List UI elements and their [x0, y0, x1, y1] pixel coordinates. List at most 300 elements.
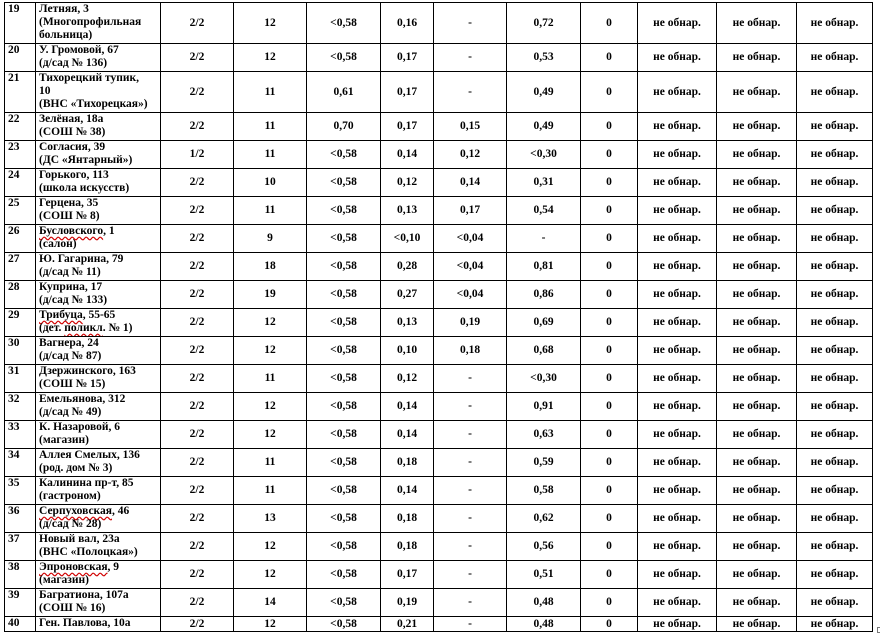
address-cell: [36, 449, 161, 477]
result-2-cell: не обнар.: [717, 337, 797, 365]
result-2-cell: не обнар.: [717, 113, 797, 141]
zero-value-cell: 0: [581, 561, 638, 589]
ratio-cell: 2/2: [161, 281, 234, 309]
result-3-cell: не обнар.: [797, 44, 873, 72]
table-row: [5, 393, 873, 421]
result-3-cell: не обнар.: [797, 72, 873, 113]
result-3-cell: не обнар.: [797, 561, 873, 589]
value-c-cell: <0,04: [434, 281, 507, 309]
count-cell: 11: [234, 449, 307, 477]
value-a-cell: <0,58: [307, 477, 381, 505]
address-line: Летняя, 3: [39, 3, 89, 15]
result-3-cell: не обнар.: [797, 169, 873, 197]
table-row: [5, 309, 873, 337]
zero-value-cell: 0: [581, 44, 638, 72]
table-row: [5, 281, 873, 309]
count-cell: 11: [234, 477, 307, 505]
value-a-cell: <0,58: [307, 505, 381, 533]
value-b-cell: 0,14: [381, 421, 434, 449]
value-c-cell: 0,17: [434, 197, 507, 225]
address-cell: [36, 477, 161, 505]
table-row: [5, 533, 873, 561]
value-a-cell: <0,58: [307, 309, 381, 337]
value-a-cell: <0,58: [307, 337, 381, 365]
count-cell: 11: [234, 113, 307, 141]
value-b-cell: <0,10: [381, 225, 434, 253]
address-line: Калинина пр-т, 85: [39, 477, 134, 489]
row-number: 33: [5, 421, 36, 449]
result-3-cell: не обнар.: [797, 477, 873, 505]
ratio-cell: 2/2: [161, 44, 234, 72]
value-c-cell: -: [434, 365, 507, 393]
result-3-cell: не обнар.: [797, 113, 873, 141]
table-row: [5, 505, 873, 533]
value-d-cell: <0,30: [507, 141, 581, 169]
value-d-cell: 0,91: [507, 393, 581, 421]
ratio-cell: 2/2: [161, 393, 234, 421]
address-cell: [36, 141, 161, 169]
value-d-cell: 0,62: [507, 505, 581, 533]
zero-value-cell: 0: [581, 477, 638, 505]
value-a-cell: <0,58: [307, 449, 381, 477]
result-2-cell: не обнар.: [717, 309, 797, 337]
row-number: 24: [5, 169, 36, 197]
value-d-cell: 0,49: [507, 113, 581, 141]
result-3-cell: не обнар.: [797, 505, 873, 533]
result-1-cell: не обнар.: [638, 421, 717, 449]
result-1-cell: не обнар.: [638, 225, 717, 253]
address-cell: [36, 169, 161, 197]
value-c-cell: 0,18: [434, 337, 507, 365]
row-number: 26: [5, 225, 36, 253]
zero-value-cell: 0: [581, 141, 638, 169]
value-b-cell: 0,14: [381, 477, 434, 505]
zero-value-cell: 0: [581, 365, 638, 393]
value-a-cell: <0,58: [307, 589, 381, 617]
result-3-cell: не обнар.: [797, 3, 873, 44]
result-2-cell: не обнар.: [717, 449, 797, 477]
result-2-cell: не обнар.: [717, 505, 797, 533]
result-3-cell: не обнар.: [797, 365, 873, 393]
result-3-cell: не обнар.: [797, 393, 873, 421]
ratio-cell: 2/2: [161, 337, 234, 365]
zero-value-cell: 0: [581, 3, 638, 44]
count-cell: 14: [234, 589, 307, 617]
result-1-cell: не обнар.: [638, 533, 717, 561]
result-1-cell: не обнар.: [638, 309, 717, 337]
address-line: (гастроном): [39, 490, 101, 502]
value-c-cell: -: [434, 533, 507, 561]
result-2-cell: не обнар.: [717, 617, 797, 632]
address-line: Емельянова, 312: [39, 393, 126, 405]
address-line: Ген. Павлова, 10а: [39, 617, 131, 629]
address-cell: [36, 561, 161, 589]
value-a-cell: <0,58: [307, 281, 381, 309]
result-1-cell: не обнар.: [638, 477, 717, 505]
row-number: 20: [5, 44, 36, 72]
result-1-cell: не обнар.: [638, 505, 717, 533]
address-line: Зелёная, 18а: [39, 113, 104, 125]
result-3-cell: не обнар.: [797, 253, 873, 281]
address-cell: [36, 589, 161, 617]
value-b-cell: 0,21: [381, 617, 434, 632]
address-cell: [36, 3, 161, 44]
value-c-cell: -: [434, 44, 507, 72]
value-c-cell: <0,04: [434, 225, 507, 253]
value-b-cell: 0,28: [381, 253, 434, 281]
address-line: больница): [39, 29, 93, 41]
zero-value-cell: 0: [581, 505, 638, 533]
count-cell: 12: [234, 533, 307, 561]
document-page: [4, 2, 873, 632]
value-a-cell: 0,70: [307, 113, 381, 141]
value-d-cell: <0,30: [507, 365, 581, 393]
count-cell: 11: [234, 365, 307, 393]
value-a-cell: <0,58: [307, 365, 381, 393]
value-c-cell: -: [434, 3, 507, 44]
value-b-cell: 0,13: [381, 309, 434, 337]
address-cell: [36, 337, 161, 365]
address-line: (СОШ № 15): [39, 378, 106, 390]
ratio-cell: 2/2: [161, 505, 234, 533]
result-2-cell: не обнар.: [717, 169, 797, 197]
value-a-cell: <0,58: [307, 253, 381, 281]
zero-value-cell: 0: [581, 309, 638, 337]
address-line: (д/сад № 11): [39, 266, 101, 278]
zero-value-cell: 0: [581, 449, 638, 477]
table-row: [5, 561, 873, 589]
address-cell: [36, 197, 161, 225]
row-number: 25: [5, 197, 36, 225]
address-line: (ДС «Янтарный»): [39, 154, 133, 166]
address-line: (СОШ № 16): [39, 602, 106, 614]
result-1-cell: не обнар.: [638, 197, 717, 225]
value-d-cell: 0,58: [507, 477, 581, 505]
address-cell: [36, 253, 161, 281]
address-line: (род. дом № 3): [39, 462, 113, 474]
measurement-table: [4, 2, 873, 632]
result-1-cell: не обнар.: [638, 72, 717, 113]
value-b-cell: 0,17: [381, 561, 434, 589]
result-3-cell: не обнар.: [797, 449, 873, 477]
value-b-cell: 0,12: [381, 365, 434, 393]
count-cell: 9: [234, 225, 307, 253]
address-cell: [36, 533, 161, 561]
result-1-cell: не обнар.: [638, 589, 717, 617]
address-line: (дет. поликл. № 1): [39, 322, 133, 334]
result-2-cell: не обнар.: [717, 533, 797, 561]
value-d-cell: 0,31: [507, 169, 581, 197]
address-line: (д/сад № 49): [39, 406, 102, 418]
value-b-cell: 0,18: [381, 533, 434, 561]
zero-value-cell: 0: [581, 169, 638, 197]
result-3-cell: не обнар.: [797, 309, 873, 337]
row-number: 21: [5, 72, 36, 113]
address-line: Багратиона, 107а: [39, 589, 129, 601]
ratio-cell: 2/2: [161, 169, 234, 197]
ratio-cell: 2/2: [161, 617, 234, 632]
result-2-cell: не обнар.: [717, 44, 797, 72]
table-row: [5, 421, 873, 449]
address-cell: [36, 365, 161, 393]
result-3-cell: не обнар.: [797, 225, 873, 253]
count-cell: 12: [234, 561, 307, 589]
address-line: (СОШ № 8): [39, 210, 100, 222]
result-1-cell: не обнар.: [638, 337, 717, 365]
ratio-cell: 2/2: [161, 197, 234, 225]
address-line: Вагнера, 24: [39, 337, 99, 349]
row-number: 32: [5, 393, 36, 421]
result-2-cell: не обнар.: [717, 365, 797, 393]
address-line: (д/сад № 87): [39, 350, 102, 362]
ratio-cell: 1/2: [161, 141, 234, 169]
result-3-cell: не обнар.: [797, 141, 873, 169]
table-row: [5, 589, 873, 617]
value-a-cell: <0,58: [307, 141, 381, 169]
row-number: 27: [5, 253, 36, 281]
ratio-cell: 2/2: [161, 561, 234, 589]
value-b-cell: 0,14: [381, 141, 434, 169]
address-line: (д/сад № 133): [39, 294, 108, 306]
result-2-cell: не обнар.: [717, 281, 797, 309]
address-line: Дзержинского, 163: [39, 365, 136, 377]
address-line: Эпроновская, 9: [39, 561, 120, 573]
address-cell: [36, 72, 161, 113]
address-line: Новый вал, 23а: [39, 533, 120, 545]
count-cell: 11: [234, 141, 307, 169]
table-row: [5, 72, 873, 113]
value-a-cell: <0,58: [307, 421, 381, 449]
result-1-cell: не обнар.: [638, 169, 717, 197]
result-2-cell: не обнар.: [717, 561, 797, 589]
address-line: (СОШ № 38): [39, 126, 106, 138]
address-cell: [36, 617, 161, 632]
table-row: [5, 169, 873, 197]
value-c-cell: 0,15: [434, 113, 507, 141]
address-line: К. Назаровой, 6: [39, 421, 121, 433]
result-3-cell: не обнар.: [797, 421, 873, 449]
count-cell: 11: [234, 197, 307, 225]
result-2-cell: не обнар.: [717, 421, 797, 449]
ratio-cell: 2/2: [161, 3, 234, 44]
table-row: [5, 253, 873, 281]
result-1-cell: не обнар.: [638, 393, 717, 421]
zero-value-cell: 0: [581, 281, 638, 309]
value-a-cell: <0,58: [307, 197, 381, 225]
ratio-cell: 2/2: [161, 589, 234, 617]
result-1-cell: не обнар.: [638, 561, 717, 589]
ratio-cell: 2/2: [161, 309, 234, 337]
value-b-cell: 0,17: [381, 113, 434, 141]
value-d-cell: 0,53: [507, 44, 581, 72]
zero-value-cell: 0: [581, 197, 638, 225]
value-a-cell: 0,61: [307, 72, 381, 113]
result-2-cell: не обнар.: [717, 3, 797, 44]
value-d-cell: 0,86: [507, 281, 581, 309]
value-b-cell: 0,19: [381, 589, 434, 617]
address-line: (салон): [39, 238, 77, 250]
value-b-cell: 0,17: [381, 44, 434, 72]
count-cell: 11: [234, 72, 307, 113]
value-d-cell: 0,49: [507, 72, 581, 113]
value-b-cell: 0,18: [381, 449, 434, 477]
row-number: 30: [5, 337, 36, 365]
address-line: Бусловского, 1: [39, 225, 115, 237]
value-a-cell: <0,58: [307, 533, 381, 561]
value-a-cell: <0,58: [307, 617, 381, 632]
result-1-cell: не обнар.: [638, 44, 717, 72]
zero-value-cell: 0: [581, 393, 638, 421]
result-3-cell: не обнар.: [797, 197, 873, 225]
address-line: (магазин): [39, 574, 90, 586]
address-line: (д/сад № 136): [39, 57, 108, 69]
zero-value-cell: 0: [581, 72, 638, 113]
row-number: 35: [5, 477, 36, 505]
value-c-cell: <0,04: [434, 253, 507, 281]
result-2-cell: не обнар.: [717, 225, 797, 253]
count-cell: 12: [234, 421, 307, 449]
table-row: [5, 44, 873, 72]
count-cell: 18: [234, 253, 307, 281]
value-b-cell: 0,13: [381, 197, 434, 225]
value-d-cell: 0,51: [507, 561, 581, 589]
value-c-cell: 0,19: [434, 309, 507, 337]
value-c-cell: -: [434, 449, 507, 477]
value-d-cell: 0,54: [507, 197, 581, 225]
ratio-cell: 2/2: [161, 449, 234, 477]
row-number: 34: [5, 449, 36, 477]
result-2-cell: не обнар.: [717, 141, 797, 169]
value-b-cell: 0,14: [381, 393, 434, 421]
zero-value-cell: 0: [581, 337, 638, 365]
zero-value-cell: 0: [581, 617, 638, 632]
address-line: Ю. Гагарина, 79: [39, 253, 124, 265]
value-c-cell: -: [434, 477, 507, 505]
table-row: [5, 617, 873, 632]
address-line: У. Громовой, 67: [39, 44, 119, 56]
count-cell: 12: [234, 337, 307, 365]
address-cell: [36, 393, 161, 421]
address-line: Аллея Смелых, 136: [39, 449, 140, 461]
result-1-cell: не обнар.: [638, 141, 717, 169]
value-b-cell: 0,18: [381, 505, 434, 533]
value-d-cell: 0,68: [507, 337, 581, 365]
row-number: 40: [5, 617, 36, 632]
row-number: 29: [5, 309, 36, 337]
zero-value-cell: 0: [581, 225, 638, 253]
value-b-cell: 0,17: [381, 72, 434, 113]
value-c-cell: -: [434, 421, 507, 449]
value-c-cell: -: [434, 589, 507, 617]
address-line: (ВНС «Тихорецкая»): [39, 98, 148, 110]
result-2-cell: не обнар.: [717, 72, 797, 113]
row-number: 37: [5, 533, 36, 561]
value-a-cell: <0,58: [307, 3, 381, 44]
value-c-cell: 0,14: [434, 169, 507, 197]
result-2-cell: не обнар.: [717, 197, 797, 225]
count-cell: 12: [234, 309, 307, 337]
ratio-cell: 2/2: [161, 365, 234, 393]
address-line: (д/сад № 28): [39, 518, 102, 530]
result-1-cell: не обнар.: [638, 113, 717, 141]
zero-value-cell: 0: [581, 421, 638, 449]
ratio-cell: 2/2: [161, 477, 234, 505]
row-number: 31: [5, 365, 36, 393]
value-d-cell: 0,69: [507, 309, 581, 337]
result-3-cell: не обнар.: [797, 281, 873, 309]
result-1-cell: не обнар.: [638, 3, 717, 44]
ratio-cell: 2/2: [161, 533, 234, 561]
value-a-cell: <0,58: [307, 225, 381, 253]
row-number: 19: [5, 3, 36, 44]
count-cell: 12: [234, 393, 307, 421]
row-number: 28: [5, 281, 36, 309]
address-line: Серпуховская, 46: [39, 505, 130, 517]
count-cell: 12: [234, 3, 307, 44]
table-row: [5, 225, 873, 253]
result-2-cell: не обнар.: [717, 393, 797, 421]
zero-value-cell: 0: [581, 533, 638, 561]
table-row: [5, 337, 873, 365]
zero-value-cell: 0: [581, 253, 638, 281]
value-a-cell: <0,58: [307, 169, 381, 197]
row-number: 23: [5, 141, 36, 169]
table-row: [5, 449, 873, 477]
result-2-cell: не обнар.: [717, 589, 797, 617]
value-b-cell: 0,16: [381, 3, 434, 44]
address-line: (Многопрофильная: [39, 16, 142, 28]
row-number: 38: [5, 561, 36, 589]
value-a-cell: <0,58: [307, 44, 381, 72]
value-d-cell: 0,59: [507, 449, 581, 477]
address-cell: [36, 281, 161, 309]
count-cell: 13: [234, 505, 307, 533]
address-line: Герцена, 35: [39, 197, 99, 209]
value-d-cell: 0,48: [507, 589, 581, 617]
table-row: [5, 3, 873, 44]
result-1-cell: не обнар.: [638, 281, 717, 309]
address-line: 10: [39, 85, 51, 97]
address-cell: [36, 505, 161, 533]
value-c-cell: 0,12: [434, 141, 507, 169]
address-line: Тихорецкий тупик,: [39, 72, 139, 84]
table-row: [5, 477, 873, 505]
value-c-cell: -: [434, 505, 507, 533]
address-line: (магазин): [39, 434, 90, 446]
value-c-cell: -: [434, 393, 507, 421]
address-cell: [36, 421, 161, 449]
table-row: [5, 197, 873, 225]
address-line: (школа искусств): [39, 182, 130, 194]
address-cell: [36, 113, 161, 141]
count-cell: 12: [234, 44, 307, 72]
value-d-cell: 0,72: [507, 3, 581, 44]
table-row: [5, 113, 873, 141]
result-3-cell: не обнар.: [797, 337, 873, 365]
result-2-cell: не обнар.: [717, 477, 797, 505]
value-c-cell: -: [434, 617, 507, 632]
result-1-cell: не обнар.: [638, 449, 717, 477]
value-a-cell: <0,58: [307, 393, 381, 421]
ratio-cell: 2/2: [161, 253, 234, 281]
value-c-cell: -: [434, 72, 507, 113]
value-b-cell: 0,10: [381, 337, 434, 365]
value-d-cell: 0,56: [507, 533, 581, 561]
value-b-cell: 0,27: [381, 281, 434, 309]
row-number: 36: [5, 505, 36, 533]
row-number: 22: [5, 113, 36, 141]
count-cell: 12: [234, 617, 307, 632]
